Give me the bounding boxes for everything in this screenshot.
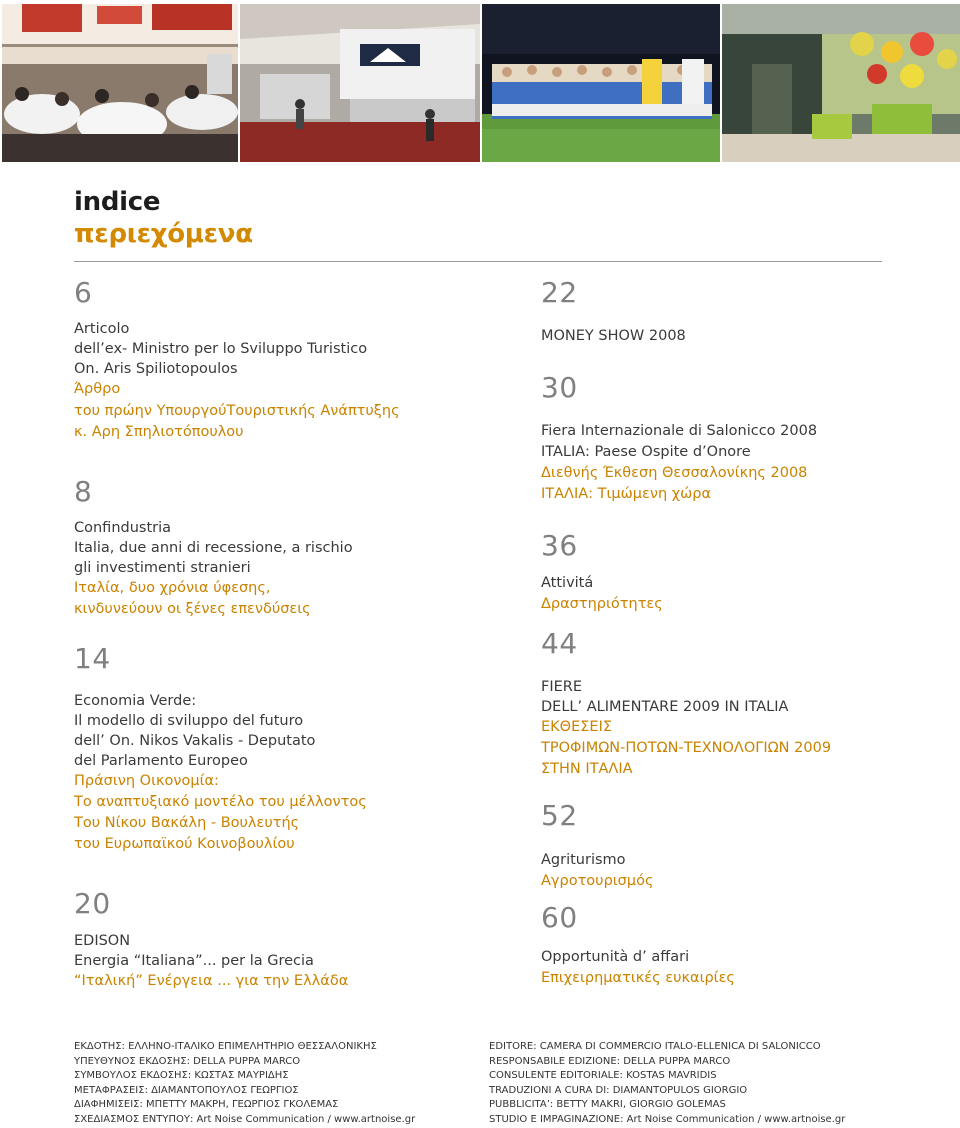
entry-52-greek: Αγροτουρισμός bbox=[541, 873, 654, 889]
credit-line: PUBBLICITA’: BETTY MAKRI, GIORGIO GOLEMAS bbox=[489, 1099, 726, 1111]
entry-8-greek: κινδυνεύουν οι ξένες επενδύσεις bbox=[74, 601, 311, 617]
entry-60-italian: Opportunità d’ affari bbox=[541, 949, 690, 965]
entry-8-italian: gli investimenti stranieri bbox=[74, 560, 251, 576]
entry-30-greek: ΙΤΑΛΙΑ: Τιμώμενη χώρα bbox=[541, 486, 712, 502]
credit-line: ΥΠΕΥΘΥΝΟΣ ΕΚΔΟΣΗΣ: DELLA PUPPA MARCO bbox=[74, 1055, 301, 1067]
entry-36-number: 36 bbox=[541, 529, 578, 562]
credit-line: EDITORE: CAMERA DI COMMERCIO ITALO-ELLENICA DI SALONICCO bbox=[489, 1041, 821, 1052]
credits-italian bbox=[489, 1040, 845, 1128]
photo-furniture-exhibit bbox=[722, 4, 960, 162]
entry-14-italian: Il modello di sviluppo del futuro bbox=[74, 713, 304, 729]
credit-line: ΔΙΑΦΗΜΙΣΕΙΣ: ΜΠΕΤΤΥ ΜΑΚΡΗ, ΓΕΩΡΓΙΟΣ ΓΚΟΛΕΜΑΣ bbox=[74, 1099, 339, 1111]
entry-14-number: 14 bbox=[74, 642, 111, 675]
entry-30-greek: Διεθνής Έκθεση Θεσσαλονίκης 2008 bbox=[541, 465, 808, 481]
entry-8-greek: Ιταλία, δυο χρόνια ύφεσης, bbox=[74, 580, 271, 596]
credit-line: ΣΥΜΒΟΥΛΟΣ ΕΚΔΟΣΗΣ: ΚΩΣΤΑΣ ΜΑΥΡΙΔΗΣ bbox=[74, 1070, 289, 1082]
entry-52-number: 52 bbox=[541, 799, 578, 832]
entry-6-italian: Articolo bbox=[74, 321, 130, 337]
photo-football-team bbox=[482, 4, 720, 162]
heading-italian: indice bbox=[74, 187, 161, 217]
entry-6-italian: On. Aris Spiliotopoulos bbox=[74, 361, 238, 377]
photo-strip bbox=[2, 4, 960, 162]
heading-divider bbox=[74, 261, 882, 262]
entry-52-italian: Agriturismo bbox=[541, 852, 626, 868]
entry-44-greek: ΣΤΗΝ ΙΤΑΛΙΑ bbox=[541, 761, 633, 777]
heading-greek: περιεχόμενα bbox=[74, 219, 253, 249]
entry-14-italian: dell’ On. Nikos Vakalis - Deputato bbox=[74, 733, 316, 749]
entry-6-number: 6 bbox=[74, 276, 93, 309]
credit-line: ΣΧΕΔΙΑΣΜΟΣ ΕΝΤΥΠΟΥ: Art Noise Communication / www.artnoise.gr bbox=[74, 1113, 416, 1125]
entry-20-italian: Energia “Italiana”... per la Grecia bbox=[74, 953, 314, 969]
entry-14-italian: del Parlamento Europeo bbox=[74, 753, 248, 769]
credit-line: CONSULENTE EDITORIALE: KOSTAS MAVRIDIS bbox=[489, 1070, 717, 1082]
entry-36-greek: Δραστηριότητες bbox=[541, 596, 663, 612]
entry-22-italian: MONEY SHOW 2008 bbox=[541, 328, 686, 344]
photo-exhibition-booth bbox=[240, 4, 480, 162]
entry-30-number: 30 bbox=[541, 371, 578, 404]
credits-greek bbox=[74, 1040, 415, 1128]
credit-line: RESPONSABILE EDIZIONE: DELLA PUPPA MARCO bbox=[489, 1055, 731, 1067]
entry-8-italian: Confindustria bbox=[74, 520, 172, 536]
entry-8-number: 8 bbox=[74, 475, 93, 508]
photo-conference-hall bbox=[2, 4, 238, 162]
entry-44-greek: ΤΡΟΦΙΜΩΝ-ΠΟΤΩΝ-ΤΕΧΝΟΛΟΓΙΩΝ 2009 bbox=[541, 740, 832, 756]
entry-14-greek: Το αναπτυξιακό μοντέλο του μέλλοντος bbox=[74, 794, 367, 810]
entry-6-greek: κ. Αρη Σπηλιοτόπουλου bbox=[74, 424, 244, 440]
entry-14-greek: Του Νίκου Βακάλη - Βουλευτής bbox=[74, 815, 300, 831]
entry-20-number: 20 bbox=[74, 887, 111, 920]
entry-44-number: 44 bbox=[541, 627, 578, 660]
entry-30-italian: Fiera Internazionale di Salonicco 2008 bbox=[541, 423, 818, 439]
entry-20-italian: EDISON bbox=[74, 933, 131, 949]
credit-line: STUDIO E IMPAGINAZIONE: Art Noise Communication / www.artnoise.gr bbox=[489, 1113, 846, 1125]
entry-30-italian: ITALIA: Paese Ospite d’Onore bbox=[541, 444, 751, 460]
entry-8-italian: Italia, due anni di recessione, a rischio bbox=[74, 540, 353, 556]
entry-14-greek: Πράσινη Οικονομία: bbox=[74, 773, 219, 789]
entry-60-number: 60 bbox=[541, 901, 578, 934]
entry-44-greek: ΕΚΘΕΣΕΙΣ bbox=[541, 719, 613, 735]
credit-line: ΕΚΔΟΤΗΣ: ΕΛΛΗΝΟ-ΙΤΑΛΙΚΟ ΕΠΙΜΕΛΗΤΗΡΙΟ ΘΕΣΣΑΛΟΝΙΚΗΣ bbox=[74, 1041, 377, 1052]
entry-36-italian: Attivitá bbox=[541, 575, 594, 591]
entry-60-greek: Επιχειρηματικές ευκαιρίες bbox=[541, 970, 735, 986]
entry-44-italian: FIERE bbox=[541, 679, 583, 695]
entry-20-greek: “Ιταλική” Ενέργεια ... για την Ελλάδα bbox=[74, 973, 349, 989]
entry-44-italian: DELL’ ALIMENTARE 2009 IN ITALIA bbox=[541, 699, 789, 715]
entry-6-italian: dell’ex- Ministro per lo Sviluppo Turistico bbox=[74, 341, 368, 357]
entry-6-greek: του πρώην ΥπουργούΤουριστικής Ανάπτυξης bbox=[74, 403, 400, 419]
entry-22-number: 22 bbox=[541, 276, 578, 309]
credit-line: TRADUZIONI A CURA DI: DIAMANTOPULOS GIORGIO bbox=[489, 1084, 748, 1096]
contents-heading bbox=[74, 186, 253, 250]
entry-14-italian: Economia Verde: bbox=[74, 693, 197, 709]
credit-line: ΜΕΤΑΦΡΑΣΕΙΣ: ΔΙΑΜΑΝΤΟΠΟΥΛΟΣ ΓΕΩΡΓΙΟΣ bbox=[74, 1084, 299, 1096]
entry-14-greek: του Ευρωπαϊκού Κοινοβουλίου bbox=[74, 836, 295, 852]
entry-6-greek: Άρθρο bbox=[74, 381, 121, 397]
